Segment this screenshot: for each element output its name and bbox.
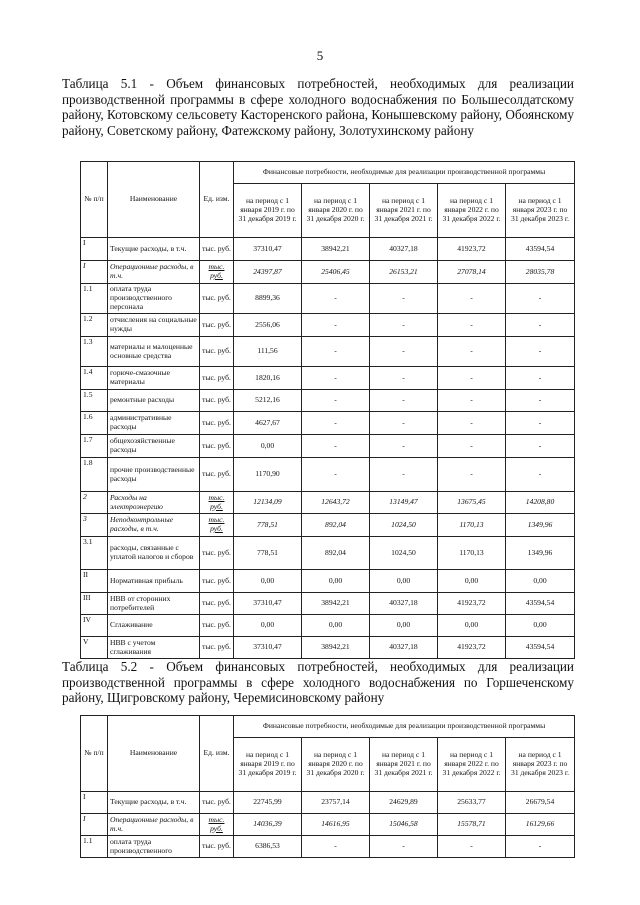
row-value: - (438, 435, 506, 458)
num-header: № п/п (81, 162, 108, 238)
row-number: 1.2 (81, 314, 108, 337)
row-value: 41923,72 (438, 593, 506, 615)
row-value: 8899,36 (234, 284, 302, 314)
row-name: оплата труда производственного (108, 836, 200, 858)
row-unit: тыс. руб. (200, 570, 234, 593)
period-header: на период с 1 января 2020 г. по 31 декабря 2020 г. (302, 184, 370, 238)
row-value: 43594,54 (506, 593, 575, 615)
row-value: - (302, 435, 370, 458)
row-value: 41923,72 (438, 637, 506, 659)
row-unit: тыс. руб. (200, 261, 234, 284)
row-number: I (81, 792, 108, 814)
row-value: - (302, 458, 370, 492)
row-unit: тыс. руб. (200, 814, 234, 836)
row-value: - (370, 836, 438, 858)
row-value: 38942,21 (302, 593, 370, 615)
row-unit: тыс. руб. (200, 435, 234, 458)
row-value: - (438, 337, 506, 367)
row-value: - (370, 390, 438, 412)
row-value: 38942,21 (302, 238, 370, 261)
row-value: 111,56 (234, 337, 302, 367)
row-value: - (370, 412, 438, 435)
row-value: 40327,18 (370, 593, 438, 615)
row-value: 0,00 (438, 615, 506, 637)
row-name: Операционные расходы, в т.ч. (108, 261, 200, 284)
row-value: 25406,45 (302, 261, 370, 284)
row-value: - (506, 435, 575, 458)
row-unit: тыс. руб. (200, 514, 234, 537)
row-number: I (81, 238, 108, 261)
row-value: 13149,47 (370, 492, 438, 514)
row-value: - (506, 367, 575, 390)
row-value: - (438, 836, 506, 858)
period-header: на период с 1 января 2019 г. по 31 декабря 2019 г. (234, 184, 302, 238)
period-header: на период с 1 января 2021 г. по 31 декабря 2021 г. (370, 184, 438, 238)
row-number: 1.5 (81, 390, 108, 412)
row-name: оплата труда производственного персонала (108, 284, 200, 314)
row-value: 38942,21 (302, 637, 370, 659)
row-number: 1.6 (81, 412, 108, 435)
row-value: 1170,13 (438, 514, 506, 537)
row-value: 2556,06 (234, 314, 302, 337)
row-value: 40327,18 (370, 238, 438, 261)
name-header: Наименование (108, 716, 200, 792)
row-value: - (370, 367, 438, 390)
row-value: - (506, 836, 575, 858)
num-header: № п/п (81, 716, 108, 792)
table-row (81, 458, 575, 492)
row-value: - (302, 390, 370, 412)
row-unit: тыс. руб. (200, 637, 234, 659)
row-value: 15578,71 (438, 814, 506, 836)
table-5-2-caption: Таблица 5.2 - Объем финансовых потребностей, необходимых для реализации производственной программы в сфере холодного водоснабжения по Горшеченскому району, Щигровскому району, Черемисиновскому району (62, 659, 574, 706)
row-value: - (370, 458, 438, 492)
row-value: 0,00 (302, 615, 370, 637)
group-header: Финансовые потребности, необходимые для реализации производственной программы (234, 162, 575, 184)
row-name: Расходы на электроэнергию (108, 492, 200, 514)
row-unit: тыс. руб. (200, 284, 234, 314)
row-unit: тыс. руб. (200, 492, 234, 514)
table-row (81, 412, 575, 435)
row-value: 37310,47 (234, 593, 302, 615)
table-row (81, 637, 575, 659)
row-number: 3.1 (81, 537, 108, 570)
row-value: 4627,67 (234, 412, 302, 435)
row-value: 37310,47 (234, 238, 302, 261)
row-value: 13675,45 (438, 492, 506, 514)
table-row (81, 570, 575, 593)
row-value: - (438, 314, 506, 337)
table-row (81, 836, 575, 858)
row-value: 0,00 (370, 615, 438, 637)
row-value: 5212,16 (234, 390, 302, 412)
row-value: - (302, 314, 370, 337)
row-value: 40327,18 (370, 637, 438, 659)
row-value: - (506, 458, 575, 492)
row-value: 1349,96 (506, 514, 575, 537)
row-name: отчисления на социальные нужды (108, 314, 200, 337)
row-value: - (506, 284, 575, 314)
row-value: 27078,14 (438, 261, 506, 284)
row-value: - (438, 412, 506, 435)
row-number: V (81, 637, 108, 659)
row-value: - (506, 314, 575, 337)
row-number: I (81, 261, 108, 284)
row-name: общехозяйственные расходы (108, 435, 200, 458)
row-name: административные расходы (108, 412, 200, 435)
row-value: 23757,14 (302, 792, 370, 814)
row-number: IV (81, 615, 108, 637)
row-value: 24629,89 (370, 792, 438, 814)
row-value: 25633,77 (438, 792, 506, 814)
table-row (81, 261, 575, 284)
row-number: 1.1 (81, 836, 108, 858)
table-row (81, 492, 575, 514)
row-value: 0,00 (234, 435, 302, 458)
header-row (81, 162, 575, 184)
row-number: III (81, 593, 108, 615)
row-value: 26153,21 (370, 261, 438, 284)
row-value: 15046,58 (370, 814, 438, 836)
row-name: расходы, связанные с уплатой налогов и сборов (108, 537, 200, 570)
table-row (81, 337, 575, 367)
row-value: - (302, 836, 370, 858)
table-row (81, 367, 575, 390)
table-row (81, 593, 575, 615)
table-5-2 (80, 715, 575, 858)
row-number: 1.4 (81, 367, 108, 390)
row-unit: тыс. руб. (200, 337, 234, 367)
table-row (81, 390, 575, 412)
row-value: 1820,16 (234, 367, 302, 390)
row-value: - (302, 367, 370, 390)
row-value: 28035,78 (506, 261, 575, 284)
row-name: НВВ с учетом сглаживания (108, 637, 200, 659)
row-value: - (370, 284, 438, 314)
row-number: 1.8 (81, 458, 108, 492)
row-number: II (81, 570, 108, 593)
row-name: Сглаживание (108, 615, 200, 637)
row-unit: тыс. руб. (200, 458, 234, 492)
row-unit: тыс. руб. (200, 792, 234, 814)
unit-header: Ед. изм. (200, 162, 234, 238)
row-name: материалы и малоценные основные средства (108, 337, 200, 367)
table-row (81, 537, 575, 570)
row-value: - (370, 337, 438, 367)
table-row (81, 814, 575, 836)
row-name: ремонтные расходы (108, 390, 200, 412)
row-value: 0,00 (370, 570, 438, 593)
row-value: 6386,53 (234, 836, 302, 858)
period-header: на период с 1 января 2020 г. по 31 декабря 2020 г. (302, 738, 370, 792)
row-value: - (302, 284, 370, 314)
row-value: 1024,50 (370, 514, 438, 537)
row-value: 1170,90 (234, 458, 302, 492)
table-row (81, 435, 575, 458)
row-value: 0,00 (234, 570, 302, 593)
row-unit: тыс. руб. (200, 412, 234, 435)
row-value: 43594,54 (506, 238, 575, 261)
row-unit: тыс. руб. (200, 593, 234, 615)
row-unit: тыс. руб. (200, 367, 234, 390)
row-value: 1024,50 (370, 537, 438, 570)
row-unit: тыс. руб. (200, 836, 234, 858)
row-value: 24397,87 (234, 261, 302, 284)
row-value: - (438, 390, 506, 412)
row-name: прочие производственные расходы (108, 458, 200, 492)
table-row (81, 314, 575, 337)
row-value: 12643,72 (302, 492, 370, 514)
row-value: 0,00 (506, 615, 575, 637)
table-row (81, 238, 575, 261)
row-value: 1170,13 (438, 537, 506, 570)
row-name: НВВ от сторонних потребителей (108, 593, 200, 615)
row-value: 892,04 (302, 514, 370, 537)
row-unit: тыс. руб. (200, 314, 234, 337)
row-value: 778,51 (234, 537, 302, 570)
row-value: - (438, 367, 506, 390)
row-unit: тыс. руб. (200, 615, 234, 637)
row-value: 26679,54 (506, 792, 575, 814)
row-value: 1349,96 (506, 537, 575, 570)
row-value: 892,04 (302, 537, 370, 570)
table-5-1 (80, 161, 575, 659)
row-value: 14208,80 (506, 492, 575, 514)
row-value: 0,00 (234, 615, 302, 637)
row-value: 14036,39 (234, 814, 302, 836)
row-value: 22745,99 (234, 792, 302, 814)
row-value: - (302, 337, 370, 367)
period-header: на период с 1 января 2023 г. по 31 декабря 2023 г. (506, 184, 575, 238)
period-header: на период с 1 января 2019 г. по 31 декабря 2019 г. (234, 738, 302, 792)
table-row (81, 792, 575, 814)
row-value: 0,00 (302, 570, 370, 593)
row-name: Текущие расходы, в т.ч. (108, 792, 200, 814)
row-value: - (506, 412, 575, 435)
page-number: 5 (316, 48, 324, 63)
row-value: 14616,95 (302, 814, 370, 836)
table-row (81, 514, 575, 537)
row-number: 3 (81, 514, 108, 537)
row-value: - (438, 458, 506, 492)
period-header: на период с 1 января 2021 г. по 31 декабря 2021 г. (370, 738, 438, 792)
row-name: горюче-смазочные материалы (108, 367, 200, 390)
row-value: 778,51 (234, 514, 302, 537)
row-value: 37310,47 (234, 637, 302, 659)
row-value: - (506, 337, 575, 367)
table-row (81, 284, 575, 314)
table-5-1-caption: Таблица 5.1 - Объем финансовых потребностей, необходимых для реализации производственной программы в сфере холодного водоснабжения по Большесолдатскому району, Котовскому сельсовету Касторенского района, Конышевскому району, Обоянскому району, Советскому району, Фатежскому району, Золотухинскому району (62, 76, 574, 138)
row-value: 0,00 (506, 570, 575, 593)
row-value: - (438, 284, 506, 314)
row-number: 1.3 (81, 337, 108, 367)
unit-header: Ед. изм. (200, 716, 234, 792)
row-name: Текущие расходы, в т.ч. (108, 238, 200, 261)
row-number: 1.1 (81, 284, 108, 314)
row-value: 16129,66 (506, 814, 575, 836)
row-value: 43594,54 (506, 637, 575, 659)
period-header: на период с 1 января 2022 г. по 31 декабря 2022 г. (438, 184, 506, 238)
row-name: Нормативная прибыль (108, 570, 200, 593)
row-unit: тыс. руб. (200, 390, 234, 412)
row-unit: тыс. руб. (200, 238, 234, 261)
table-row (81, 615, 575, 637)
row-name: Неподконтрольные расходы, в т.ч. (108, 514, 200, 537)
row-value: 0,00 (438, 570, 506, 593)
period-header: на период с 1 января 2023 г. по 31 декабря 2023 г. (506, 738, 575, 792)
row-value: - (370, 435, 438, 458)
row-number: I (81, 814, 108, 836)
row-value: - (302, 412, 370, 435)
group-header: Финансовые потребности, необходимые для реализации производственной программы (234, 716, 575, 738)
row-value: - (506, 390, 575, 412)
row-value: 41923,72 (438, 238, 506, 261)
name-header: Наименование (108, 162, 200, 238)
row-number: 1.7 (81, 435, 108, 458)
period-header: на период с 1 января 2022 г. по 31 декабря 2022 г. (438, 738, 506, 792)
row-name: Операционные расходы, в т.ч. (108, 814, 200, 836)
row-number: 2 (81, 492, 108, 514)
header-row (81, 716, 575, 738)
row-value: 12134,09 (234, 492, 302, 514)
row-unit: тыс. руб. (200, 537, 234, 570)
row-value: - (370, 314, 438, 337)
